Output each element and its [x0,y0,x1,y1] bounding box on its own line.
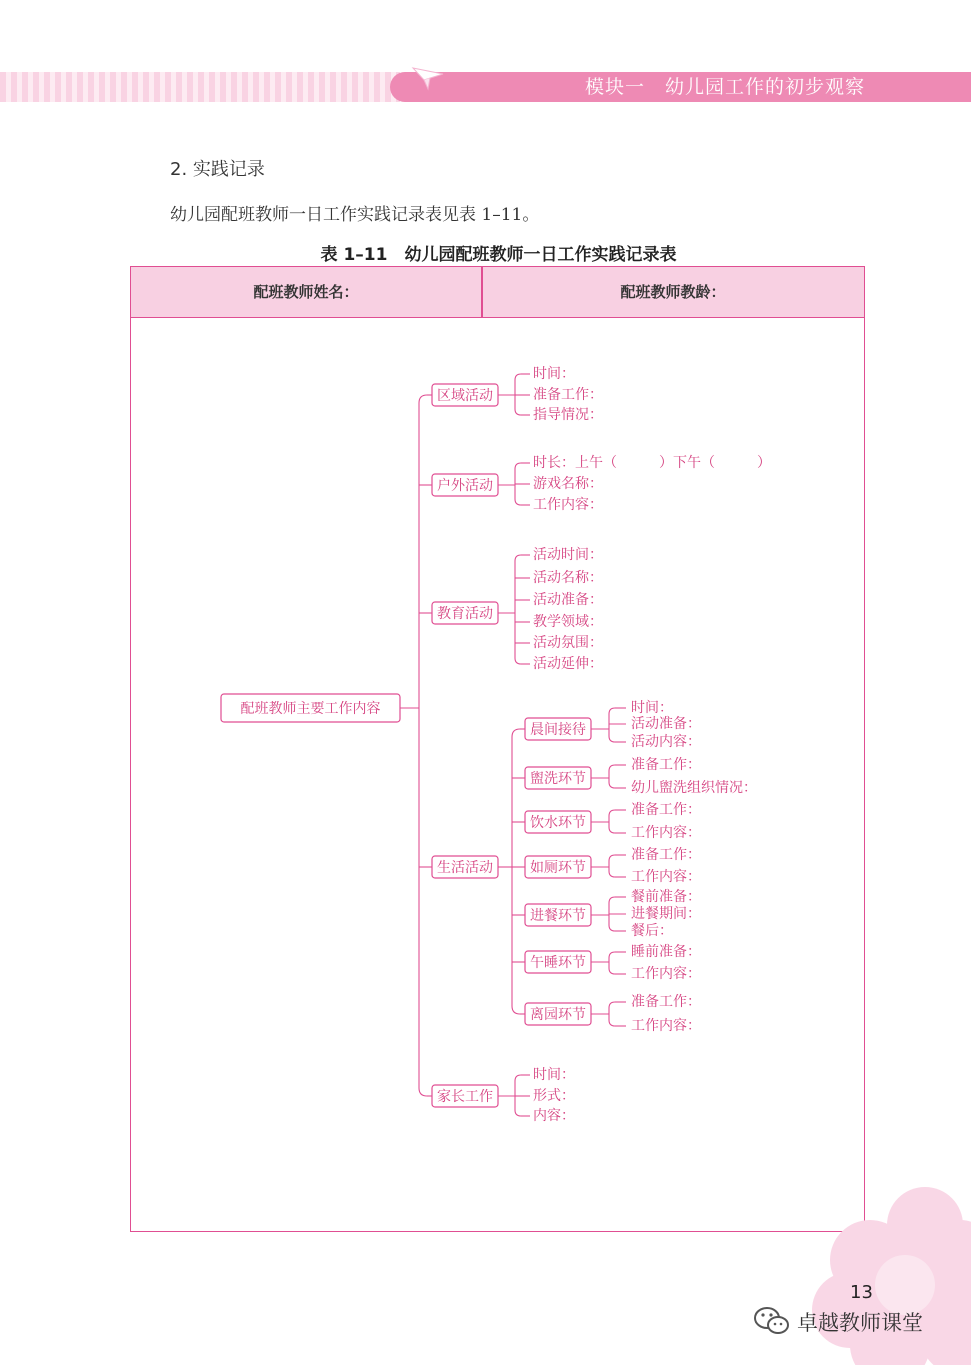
branch-5: 家长工作 [437,1089,493,1105]
bracket-spine [609,1002,615,1026]
root-node: 配班教师主要工作内容 [240,701,381,717]
leaf-item: 工作内容： [631,869,701,885]
leaf-item: 进餐期间： [631,906,701,922]
leaf-item: 时长：上午（ ）下午（ ） [533,455,771,471]
sub-branch-5: 进餐环节 [530,908,586,924]
leaf-item: 准备工作： [631,847,701,863]
leaf-item: 工作内容： [533,497,603,513]
teacher-name-label: 配班教师姓名： [253,283,359,301]
flower-decoration [810,1185,971,1365]
leaf-item: 形式： [533,1088,575,1104]
leaf-item: 幼儿盥洗组织情况： [631,780,757,796]
teacher-age-label: 配班教师教龄： [620,283,726,301]
leaf-item: 准备工作： [631,802,701,818]
leaf-item: 准备工作： [631,757,701,773]
leaf-item: 工作内容： [631,825,701,841]
sub-branch-2: 盥洗环节 [530,771,586,787]
branch-1: 区域活动 [437,388,493,404]
leaf-item: 时间： [533,1067,575,1083]
module-title: 模块一 幼儿园工作的初步观察 [585,76,866,98]
branch-3: 教育活动 [437,606,493,622]
leaf-item: 时间： [533,366,575,382]
sub-branch-4: 如厕环节 [530,860,586,876]
main-spine [419,395,427,1096]
leaf-item: 准备工作： [631,994,701,1010]
sub-branch-1: 晨间接待 [530,722,586,738]
leaf-item: 活动准备： [631,716,701,732]
bracket-spine [609,855,615,877]
leaf-item: 游戏名称： [533,476,603,492]
leaf-item: 活动延伸： [533,656,603,672]
bracket-spine [609,952,615,974]
section-heading: 2. 实践记录 [170,159,265,180]
leaf-item: 工作内容： [631,966,701,982]
leaf-item: 餐后： [631,923,673,939]
sub-branch-7: 离园环节 [530,1007,586,1023]
sub-branch-6: 午睡环节 [530,955,586,971]
sub-branch-3: 饮水环节 [530,815,586,831]
bracket-spine [609,765,615,788]
watermark-text: 卓越教师课堂 [797,1311,923,1335]
leaf-item: 教学领域： [533,614,603,630]
bracket-spine [515,555,521,664]
leaf-item: 活动氛围： [533,635,603,651]
leaf-item: 睡前准备： [631,944,701,960]
sub-spine [512,729,520,1014]
intro-paragraph: 幼儿园配班教师一日工作实践记录表见表 1–11。 [170,205,540,225]
branch-4: 生活活动 [437,860,493,876]
leaf-item: 活动准备： [533,592,603,608]
leaf-item: 活动时间： [533,547,603,563]
table-caption: 表 1–11 幼儿园配班教师一日工作实践记录表 [320,245,677,265]
branch-2: 户外活动 [437,478,493,494]
leaf-item: 活动内容： [631,734,701,750]
leaf-item: 内容： [533,1108,575,1124]
wechat-icon [752,1305,792,1337]
leaf-item: 指导情况： [533,407,603,423]
leaf-item: 餐前准备： [631,889,701,905]
leaf-item: 活动名称： [533,570,603,586]
page-number: 13 [850,1282,873,1303]
leaf-item: 工作内容： [631,1018,701,1034]
leaf-item: 时间： [631,700,673,716]
bracket-spine [609,708,615,742]
bracket-spine [609,810,615,833]
leaf-item: 准备工作： [533,387,603,403]
